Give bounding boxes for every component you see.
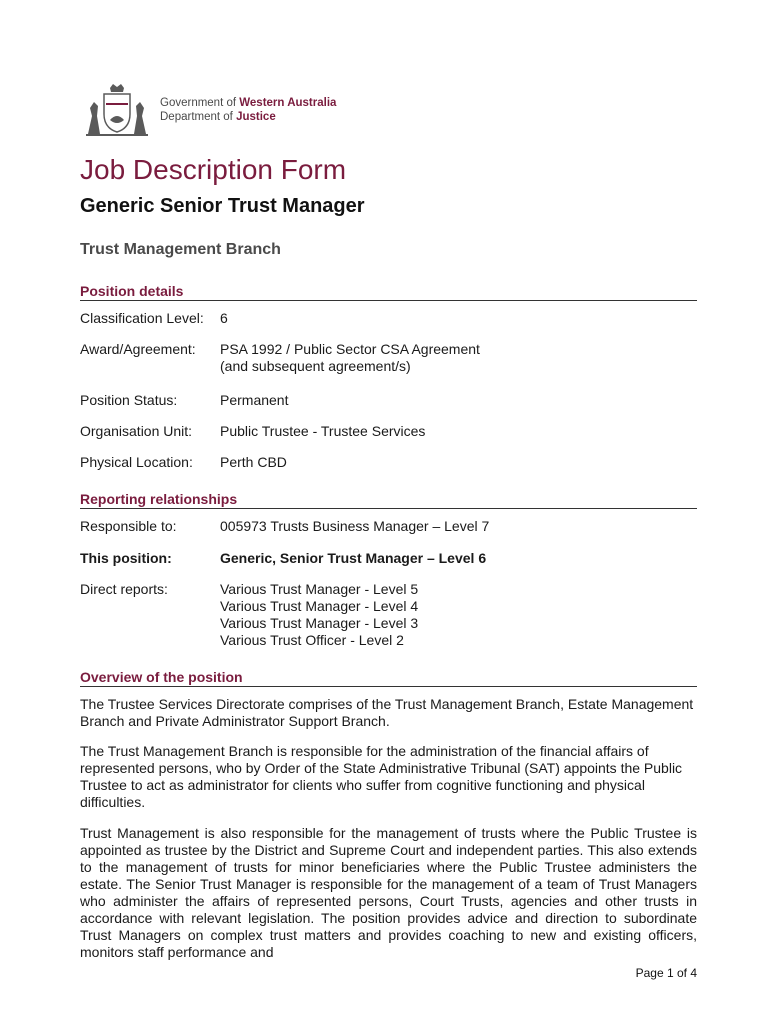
location-value: Perth CBD — [220, 454, 287, 470]
department-name: Justice — [236, 111, 276, 123]
award-label: Award/Agreement: — [80, 341, 196, 357]
document-title: Job Description Form — [80, 154, 347, 185]
page-number: Page 1 of 4 — [635, 966, 697, 980]
direct-reports-row — [80, 581, 700, 649]
status-value: Permanent — [220, 392, 289, 408]
section-heading-overview: Overview of the position — [80, 669, 697, 687]
section-heading-reporting: Reporting relationships — [80, 491, 697, 509]
wa-coat-of-arms-icon — [82, 82, 152, 138]
branch-name: Trust Management Branch — [80, 241, 281, 258]
responsible-label: Responsible to: — [80, 518, 177, 534]
award-value-line: (and subsequent agreement/s) — [220, 358, 411, 374]
unit-label: Organisation Unit: — [80, 423, 193, 439]
direct-report-item: Various Trust Manager - Level 5 — [220, 581, 419, 597]
direct-report-item: Various Trust Officer - Level 2 — [220, 632, 404, 648]
position-title: Generic Senior Trust Manager — [80, 195, 365, 217]
direct-report-item: Various Trust Manager - Level 3 — [220, 615, 419, 631]
this-position-row — [80, 550, 700, 567]
responsible-value: 005973 Trusts Business Manager – Level 7 — [220, 518, 490, 534]
award-value-line: PSA 1992 / Public Sector CSA Agreement — [220, 341, 480, 357]
direct-report-item: Various Trust Manager - Level 4 — [220, 598, 419, 614]
section-heading-position-details: Position details — [80, 283, 697, 301]
this-position-value: Generic, Senior Trust Manager – Level 6 — [220, 550, 487, 566]
department-prefix: Department of — [160, 111, 237, 123]
classification-row — [80, 310, 700, 327]
overview-paragraph: Trust Management is also responsible for the management of trusts where the Public Trustee is appointed as trustee by the District and Supreme Court and independent parties. This also extends to the management of trusts for minor beneficiaries where the Public Trustee administers the estate. The Senior Trust Manager is responsible for the management of a team of Trust Managers who administer the affairs of represented persons, Court Trusts, agencies and other trusts in accordance with relevant legislation. The position provides advice and direction to subordinate Trust Managers on complex trust matters and provides coaching to new and existing officers, monitors staff performance and — [80, 825, 697, 960]
location-row — [80, 454, 700, 471]
direct-reports-label: Direct reports: — [80, 581, 168, 597]
status-label: Position Status: — [80, 392, 178, 408]
organisation-name — [160, 96, 336, 124]
direct-reports-list — [220, 581, 700, 649]
government-prefix: Government of — [160, 97, 240, 109]
this-position-label: This position: — [80, 550, 172, 566]
award-row — [80, 341, 700, 375]
classification-label: Classification Level: — [80, 310, 204, 326]
award-value — [220, 341, 700, 375]
unit-value: Public Trustee - Trustee Services — [220, 423, 426, 439]
classification-value: 6 — [220, 310, 228, 326]
government-name: Western Australia — [239, 97, 337, 109]
unit-row — [80, 423, 700, 440]
overview-paragraph: The Trust Management Branch is responsible for the administration of the financial affairs of represented persons, who by Order of the State Administrative Tribunal (SAT) appoints the Public Trustee to act as administrator for clients who suffer from cognitive functioning and physical difficulties. — [80, 743, 683, 810]
status-row — [80, 392, 700, 409]
location-label: Physical Location: — [80, 454, 193, 470]
letterhead — [82, 82, 336, 138]
responsible-row — [80, 518, 700, 535]
overview-paragraph: The Trustee Services Directorate comprises of the Trust Management Branch, Estate Management Branch and Private Administrator Support Branch. — [80, 696, 694, 729]
